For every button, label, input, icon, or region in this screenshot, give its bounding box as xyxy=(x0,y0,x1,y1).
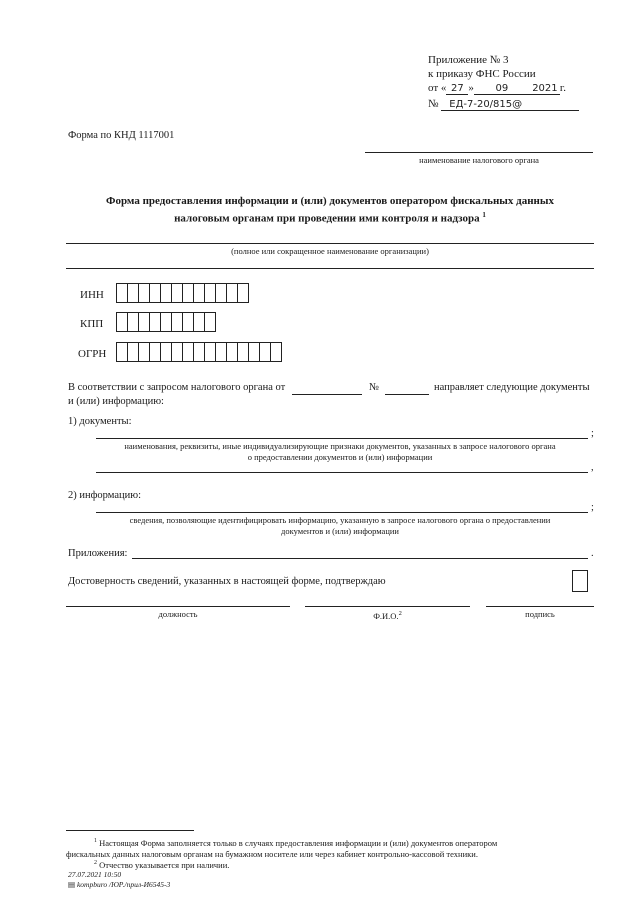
bottom-stamp xyxy=(68,870,170,890)
footnote-2: $^2$ Отчество указывается при наличии. xyxy=(94,859,230,870)
documents-line-1[interactable] xyxy=(96,438,588,439)
attachments-line[interactable] xyxy=(132,558,588,559)
order-number: ЕД-7-20/815@ xyxy=(441,99,579,111)
signature-caption: подпись xyxy=(525,609,555,619)
stamp-datetime: 27.07.2021 10:50 xyxy=(68,870,122,879)
attachments-label: Приложения: xyxy=(68,548,128,559)
ogrn-label: ОГРН xyxy=(78,348,107,360)
documents-semicolon: ; xyxy=(591,428,594,439)
document-icon: ▤ xyxy=(68,880,76,889)
appendix-order: к приказу ФНС России xyxy=(428,68,536,80)
form-code: Форма по КНД 1117001 xyxy=(68,130,175,141)
request-number-line[interactable] xyxy=(385,394,429,395)
org-name-line-2 xyxy=(66,268,594,269)
footnote-1: $^1$ Настоящая Форма заполняется только в случаях предоставления информации и (или) документов оператором фискальных данных налоговым органам на бумажном носителе или через кабинет контрольно-кассовой техники. xyxy=(66,837,498,859)
documents-line-2[interactable] xyxy=(96,472,588,473)
kpp-label: КПП xyxy=(80,318,104,330)
ogrn-cells[interactable] xyxy=(116,342,281,362)
position-line[interactable] xyxy=(66,606,290,607)
documents-caption: наименования, реквизиты, иные индивидуализирующие признаки документов, указанных в запросе налогового органа о предоставлении документов и (или) информации xyxy=(124,441,556,462)
date-day: 27 xyxy=(446,83,468,95)
information-caption: сведения, позволяющие идентифицировать информацию, указанную в запросе налогового органа о предоставлении документов и (или) информации xyxy=(129,515,551,536)
appendix-date: от « 27 » 09 2021 г. xyxy=(428,82,566,94)
appendix-block xyxy=(428,53,536,81)
fio-line[interactable] xyxy=(305,606,470,607)
confirm-checkbox[interactable] xyxy=(572,570,588,592)
information-semicolon: ; xyxy=(591,502,594,513)
appendix-title: Приложение № 3 xyxy=(428,54,509,66)
documents-label: 1) документы: xyxy=(68,416,132,427)
org-name-line xyxy=(66,243,594,244)
information-line[interactable] xyxy=(96,512,588,513)
tax-org-line xyxy=(365,152,593,153)
date-year: 2021 xyxy=(530,83,560,95)
position-caption: должность xyxy=(158,609,198,619)
request-line: В соответствии с запросом налогового органа от xyxy=(68,382,286,393)
attachments-dot: . xyxy=(591,548,594,559)
documents-comma: , xyxy=(591,462,594,473)
inn-label: ИНН xyxy=(80,289,104,301)
tax-org-caption: наименование налогового органа xyxy=(419,155,539,165)
inn-cells[interactable] xyxy=(116,283,248,303)
signature-line[interactable] xyxy=(486,606,594,607)
appendix-number: № ЕД-7-20/815@ xyxy=(428,98,579,111)
request-part3: и (или) информацию: xyxy=(68,396,164,407)
org-caption: (полное или сокращенное наименование организации) xyxy=(231,246,429,256)
stamp-path: kompburo /ЮР./прил-И6545-3 xyxy=(76,880,171,889)
request-date-line[interactable] xyxy=(292,394,362,395)
request-num-sign: № xyxy=(369,382,380,393)
form-title: Форма предоставления информации и (или) документов оператором фискальных данных налоговым органам при проведении ими контроля и надзора $^1$ xyxy=(106,195,554,225)
request-part2: направляет следующие документы xyxy=(434,382,590,393)
confirm-text: Достоверность сведений, указанных в настоящей форме, подтверждаю xyxy=(68,576,386,587)
footnote-separator xyxy=(66,830,194,831)
kpp-cells[interactable] xyxy=(116,312,215,332)
fio-caption: Ф.И.О.$^2$ xyxy=(373,610,402,621)
information-label: 2) информацию: xyxy=(68,490,141,501)
date-month: 09 xyxy=(474,83,530,95)
